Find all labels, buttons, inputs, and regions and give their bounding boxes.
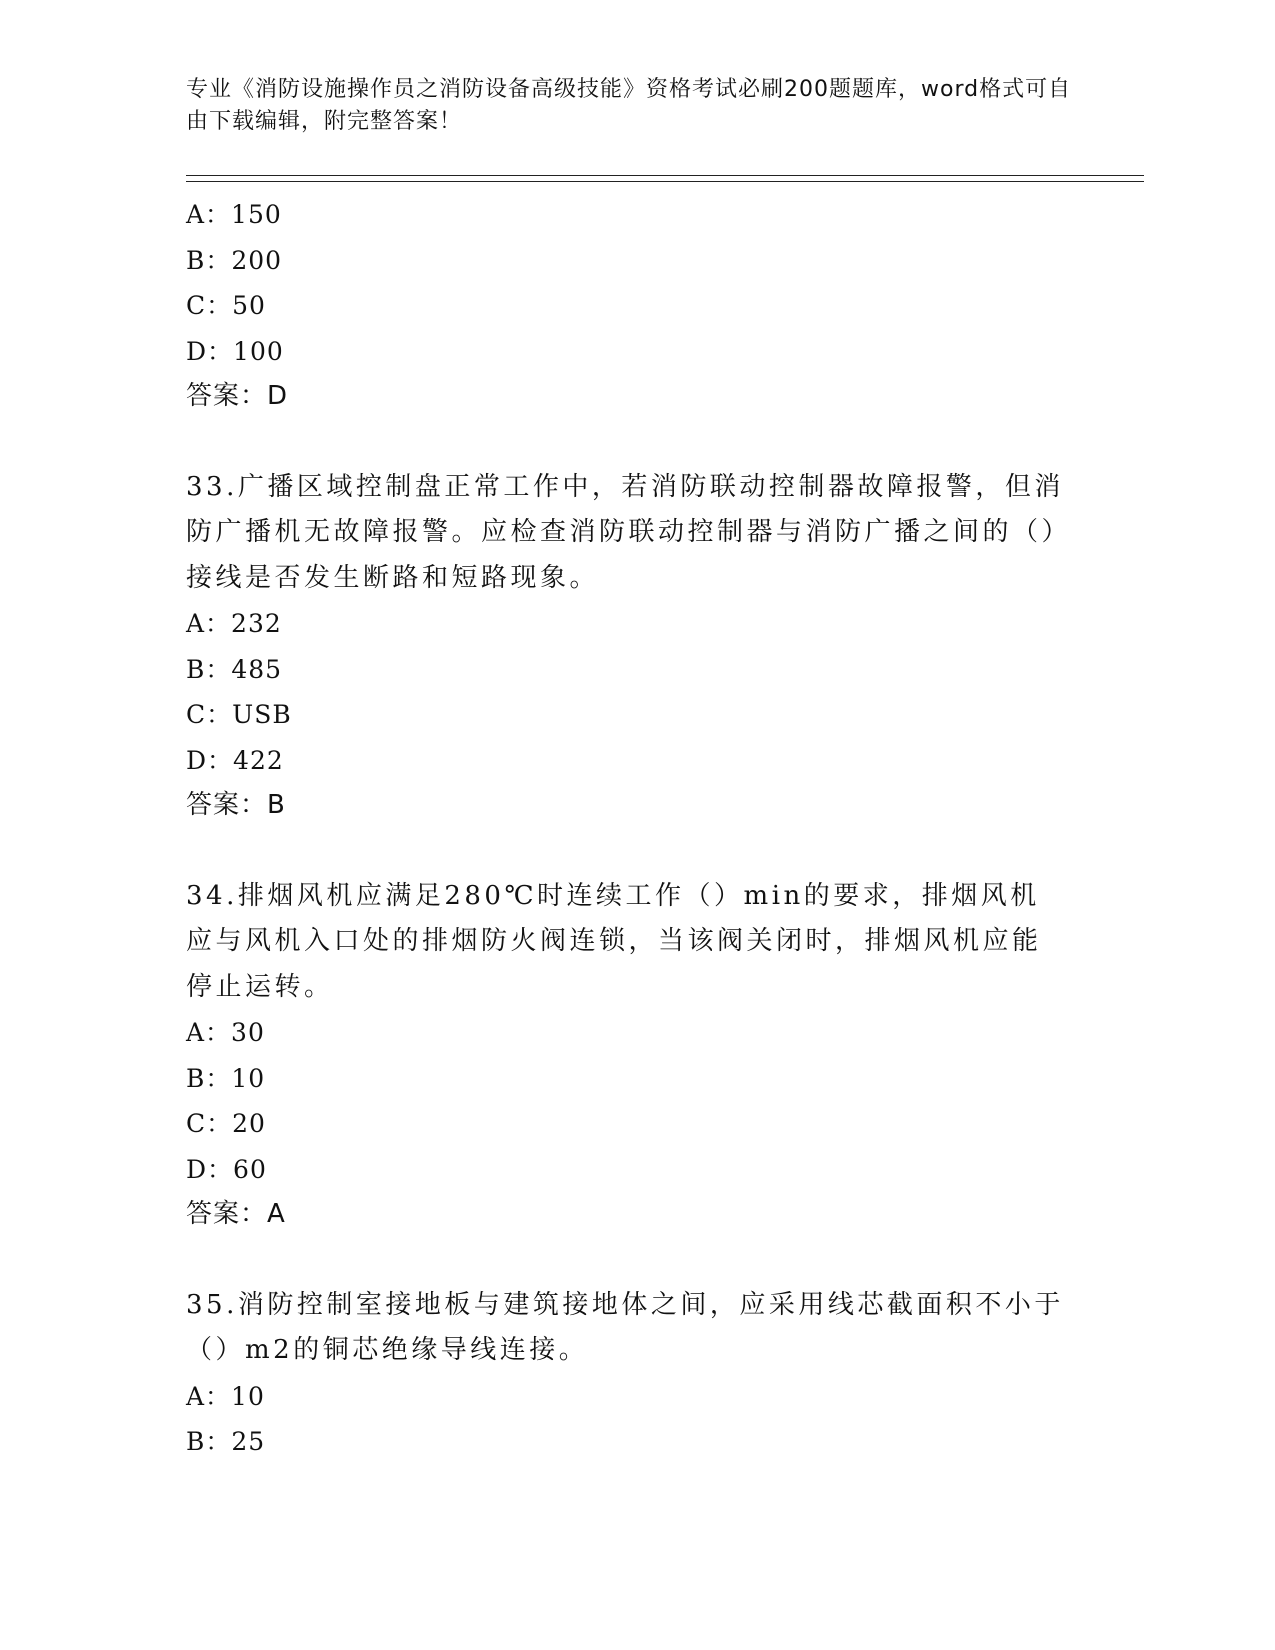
question-block-33 xyxy=(186,465,1066,829)
option-d: D：100 xyxy=(186,336,284,366)
question-block-34 xyxy=(186,874,1066,1238)
option-a: A：10 xyxy=(186,1381,265,1411)
document-header: 专业《消防设施操作员之消防设备高级技能》资格考试必刷200题题库，word格式可自由下载编辑，附完整答案！ xyxy=(186,77,1072,134)
question-stem: 35.消防控制室接地板与建筑接地体之间，应采用线芯截面积不小于（）m2的铜芯绝缘导线连接。 xyxy=(186,1289,1064,1365)
option-c: C：USB xyxy=(186,700,292,729)
answer-line: 答案：B xyxy=(186,790,286,820)
option-d: D：60 xyxy=(186,1154,267,1184)
spacer xyxy=(186,829,1066,874)
answer-line: 答案：D xyxy=(186,381,289,411)
option-b: B：485 xyxy=(186,654,283,684)
option-c: C：20 xyxy=(186,1109,266,1138)
option-c: C：50 xyxy=(186,291,266,320)
answer-line: 答案：A xyxy=(186,1199,286,1229)
option-a: A：232 xyxy=(186,609,282,638)
option-a: A：150 xyxy=(186,200,282,229)
question-stem: 34.排烟风机应满足280℃时连续工作（）min的要求，排烟风机应与风机入口处的排烟防火阀连锁，当该阀关闭时，排烟风机应能停止运转。 xyxy=(186,880,1042,1002)
question-list xyxy=(186,192,1066,1465)
partial-question-block xyxy=(186,192,1066,420)
option-a: A：30 xyxy=(186,1018,265,1047)
header-divider-top xyxy=(186,175,1144,176)
question-stem: 33.广播区域控制盘正常工作中，若消防联动控制器故障报警，但消防广播机无故障报警。应检查消防联动控制器与消防广播之间的（）接线是否发生断路和短路现象。 xyxy=(186,471,1064,593)
spacer xyxy=(186,420,1066,465)
option-d: D：422 xyxy=(186,745,284,775)
option-b: B：200 xyxy=(186,245,283,275)
option-b: B：25 xyxy=(186,1427,266,1456)
header-divider-bottom xyxy=(186,181,1144,182)
option-b: B：10 xyxy=(186,1063,266,1093)
spacer xyxy=(186,1238,1066,1283)
question-block-35 xyxy=(186,1283,1066,1465)
